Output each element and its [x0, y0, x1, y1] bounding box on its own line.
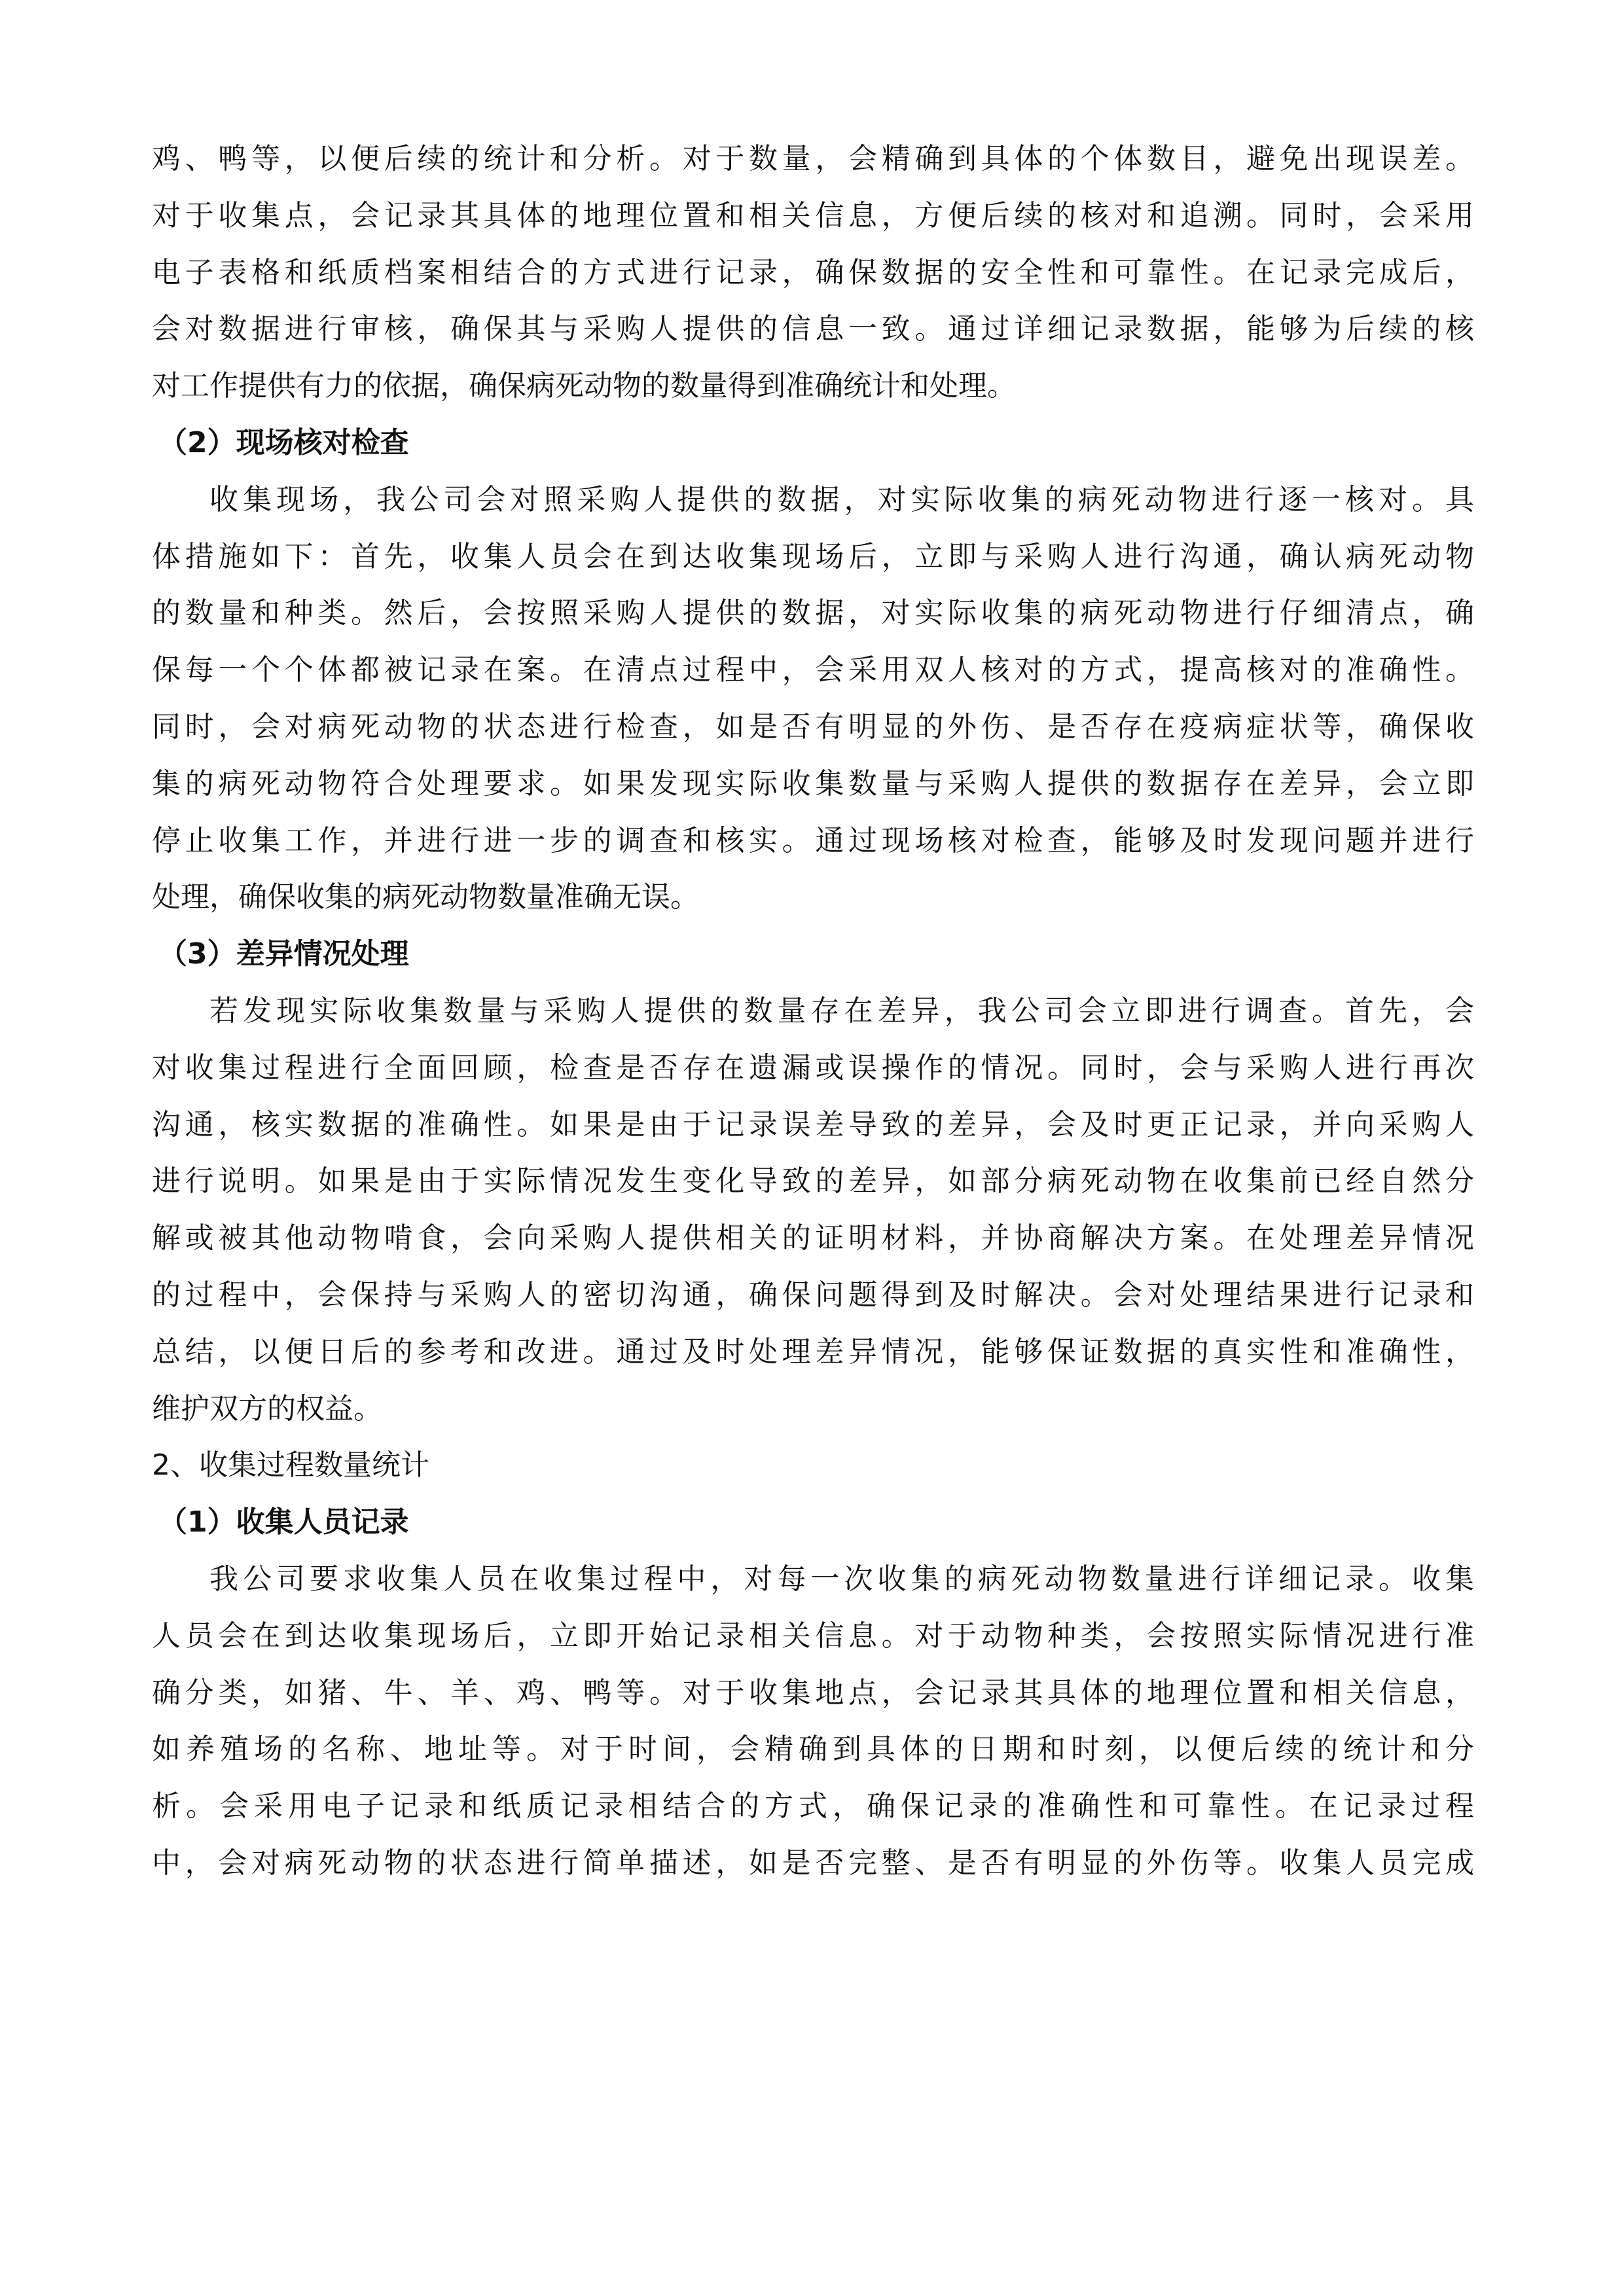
text-line: 鸡、鸭等，以便后续的统计和分析。对于数量，会精确到具体的个体数目，避免出现误差。: [152, 142, 1474, 175]
text-line: 电子表格和纸质档案相结合的方式进行记录，确保数据的安全性和可靠性。在记录完成后，: [152, 255, 1474, 289]
text-line: 确分类，如猪、牛、羊、鸡、鸭等。对于收集地点，会记录其具体的地理位置和相关信息，: [152, 1676, 1474, 1710]
text-line: 的数量和种类。然后，会按照采购人提供的数据，对实际收集的病死动物进行仔细清点，确: [152, 596, 1474, 630]
document-page: [152, 131, 1474, 1892]
paragraph-data-recording: [152, 131, 1474, 415]
text-line: 中，会对病死动物的状态进行简单描述，如是否完整、是否有明显的外伤等。收集人员完成: [152, 1846, 1474, 1880]
text-line: 如养殖场的名称、地址等。对于时间，会精确到具体的日期和时刻，以便后续的统计和分: [152, 1732, 1474, 1767]
text-line: 沟通，核实数据的准确性。如果是由于记录误差导致的差异，会及时更正记录，并向采购人: [152, 1107, 1474, 1141]
heading-collector-records: （1）收集人员记录: [158, 1505, 409, 1539]
text-line: 同时，会对病死动物的状态进行检查，如是否有明显的外伤、是否存在疫病症状等，确保收: [152, 709, 1474, 744]
text-line: 总结，以便日后的参考和改进。通过及时处理差异情况，能够保证数据的真实性和准确性，: [152, 1335, 1474, 1369]
text-line: 会对数据进行审核，确保其与采购人提供的信息一致。通过详细记录数据，能够为后续的核: [152, 312, 1474, 346]
text-line: 的过程中，会保持与采购人的密切沟通，确保问题得到及时解决。会对处理结果进行记录和: [152, 1278, 1474, 1312]
text-line: 集的病死动物符合处理要求。如果发现实际收集数量与采购人提供的数据存在差异，会立即: [152, 766, 1474, 800]
text-line: 进行说明。如果是由于实际情况发生变化导致的差异，如部分病死动物在收集前已经自然分: [152, 1164, 1474, 1198]
paragraph-discrepancy-handling: [152, 983, 1474, 1437]
text-line: 体措施如下：首先，收集人员会在到达收集现场后，立即与采购人进行沟通，确认病死动物: [152, 539, 1474, 573]
text-line: 对于收集点，会记录其具体的地理位置和相关信息，方便后续的核对和追溯。同时，会采用: [152, 198, 1474, 232]
text-line: 收集现场，我公司会对照采购人提供的数据，对实际收集的病死动物进行逐一核对。具: [209, 482, 1474, 516]
text-line: 析。会采用电子记录和纸质记录相结合的方式，确保记录的准确性和可靠性。在记录过程: [152, 1789, 1474, 1823]
text-line: 若发现实际收集数量与采购人提供的数量存在差异，我公司会立即进行调查。首先，会: [209, 994, 1474, 1028]
text-line: 维护双方的权益。: [152, 1391, 382, 1426]
text-line: 我公司要求收集人员在收集过程中，对每一次收集的病死动物数量进行详细记录。收集: [209, 1562, 1474, 1596]
text-line: 处理，确保收集的病死动物数量准确无误。: [152, 880, 699, 914]
heading-discrepancy-handling: （3）差异情况处理: [158, 937, 409, 971]
paragraph-collector-records: [152, 1551, 1474, 1892]
text-line: 停止收集工作，并进行进一步的调查和核实。通过现场核对检查，能够及时发现问题并进行: [152, 823, 1474, 857]
text-line: 对工作提供有力的依据，确保病死动物的数量得到准确统计和处理。: [152, 369, 1016, 403]
heading-onsite-check: （2）现场核对检查: [158, 425, 409, 459]
text-line: 保每一个个体都被记录在案。在清点过程中，会采用双人核对的方式，提高核对的准确性。: [152, 653, 1474, 687]
text-line: 人员会在到达收集现场后，立即开始记录相关信息。对于动物种类，会按照实际情况进行准: [152, 1619, 1474, 1653]
text-line: 解或被其他动物啃食，会向采购人提供相关的证明材料，并协商解决方案。在处理差异情况: [152, 1221, 1474, 1255]
paragraph-onsite-check: [152, 472, 1474, 926]
heading-collection-statistics: 2、收集过程数量统计: [152, 1448, 429, 1482]
text-line: 对收集过程进行全面回顾，检查是否存在遗漏或误操作的情况。同时，会与采购人进行再次: [152, 1050, 1474, 1085]
